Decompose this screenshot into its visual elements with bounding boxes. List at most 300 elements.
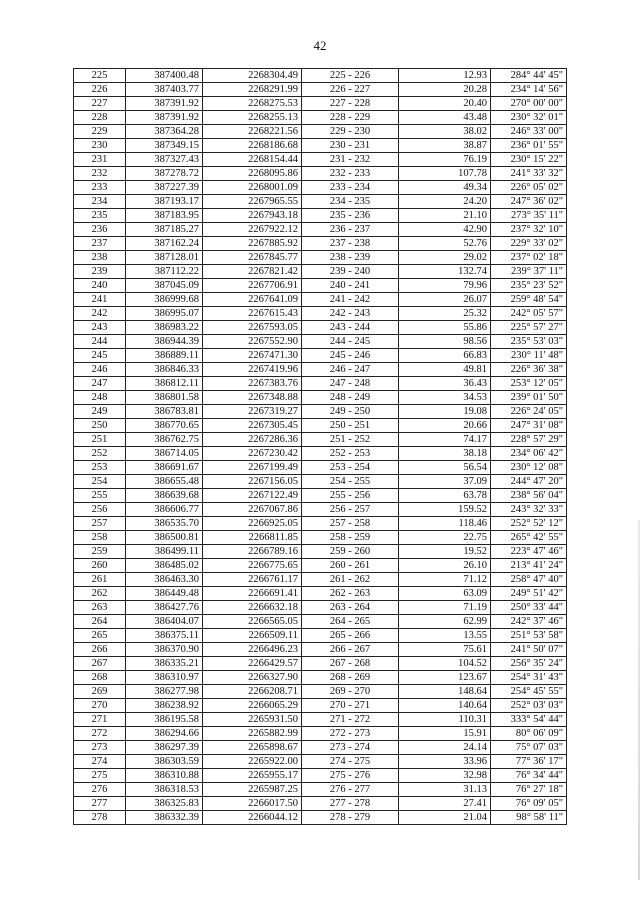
distance-cell: 104.52 [399,657,491,671]
x-coordinate-cell: 387183.95 [126,209,203,223]
segment-cell: 257 - 258 [302,517,399,531]
bearing-cell: 265° 42' 55" [491,531,567,545]
table-row [74,69,567,83]
bearing-cell: 230° 32' 01" [491,111,567,125]
x-coordinate-cell: 386310.97 [126,671,203,685]
y-coordinate-cell: 2267067.86 [203,503,302,517]
distance-cell: 36.43 [399,377,491,391]
x-coordinate-cell: 386606.77 [126,503,203,517]
x-coordinate-cell: 386801.58 [126,391,203,405]
bearing-cell: 252° 03' 03" [491,699,567,713]
y-coordinate-cell: 2267286.36 [203,433,302,447]
point-number-cell: 254 [74,475,126,489]
segment-cell: 273 - 274 [302,741,399,755]
x-coordinate-cell: 387349.15 [126,139,203,153]
distance-cell: 118.46 [399,517,491,531]
y-coordinate-cell: 2267156.05 [203,475,302,489]
point-number-cell: 275 [74,769,126,783]
x-coordinate-cell: 386404.07 [126,615,203,629]
y-coordinate-cell: 2267383.76 [203,377,302,391]
table-row [74,755,567,769]
distance-cell: 63.78 [399,489,491,503]
y-coordinate-cell: 2265931.50 [203,713,302,727]
x-coordinate-cell: 386499.11 [126,545,203,559]
point-number-cell: 253 [74,461,126,475]
point-number-cell: 271 [74,713,126,727]
bearing-cell: 226° 36' 38" [491,363,567,377]
segment-cell: 259 - 260 [302,545,399,559]
bearing-cell: 253° 12' 05" [491,377,567,391]
x-coordinate-cell: 386294.66 [126,727,203,741]
point-number-cell: 228 [74,111,126,125]
y-coordinate-cell: 2265922.00 [203,755,302,769]
point-number-cell: 241 [74,293,126,307]
x-coordinate-cell: 386463.30 [126,573,203,587]
y-coordinate-cell: 2266811.85 [203,531,302,545]
distance-cell: 66.83 [399,349,491,363]
y-coordinate-cell: 2267885.92 [203,237,302,251]
distance-cell: 38.18 [399,447,491,461]
y-coordinate-cell: 2266044.12 [203,811,302,825]
distance-cell: 31.13 [399,783,491,797]
table-row [74,587,567,601]
distance-cell: 159.52 [399,503,491,517]
table-row [74,517,567,531]
distance-cell: 19.08 [399,405,491,419]
table-row [74,111,567,125]
segment-cell: 250 - 251 [302,419,399,433]
distance-cell: 71.12 [399,573,491,587]
segment-cell: 237 - 238 [302,237,399,251]
segment-cell: 277 - 278 [302,797,399,811]
segment-cell: 227 - 228 [302,97,399,111]
bearing-cell: 98° 58' 11" [491,811,567,825]
point-number-cell: 247 [74,377,126,391]
distance-cell: 43.48 [399,111,491,125]
x-coordinate-cell: 386238.92 [126,699,203,713]
table-row [74,699,567,713]
bearing-cell: 242° 05' 57" [491,307,567,321]
distance-cell: 38.02 [399,125,491,139]
point-number-cell: 269 [74,685,126,699]
segment-cell: 272 - 273 [302,727,399,741]
point-number-cell: 277 [74,797,126,811]
segment-cell: 260 - 261 [302,559,399,573]
table-row [74,811,567,825]
bearing-cell: 250° 33' 44" [491,601,567,615]
table-row [74,629,567,643]
point-number-cell: 273 [74,741,126,755]
point-number-cell: 243 [74,321,126,335]
point-number-cell: 274 [74,755,126,769]
distance-cell: 132.74 [399,265,491,279]
y-coordinate-cell: 2267319.27 [203,405,302,419]
table-row [74,153,567,167]
distance-cell: 49.34 [399,181,491,195]
x-coordinate-cell: 386485.02 [126,559,203,573]
y-coordinate-cell: 2267615.43 [203,307,302,321]
bearing-cell: 226° 24' 05" [491,405,567,419]
segment-cell: 247 - 248 [302,377,399,391]
table-row [74,391,567,405]
segment-cell: 263 - 264 [302,601,399,615]
bearing-cell: 333° 54' 44" [491,713,567,727]
bearing-cell: 75° 07' 03" [491,741,567,755]
y-coordinate-cell: 2267641.09 [203,293,302,307]
x-coordinate-cell: 386297.39 [126,741,203,755]
point-number-cell: 266 [74,643,126,657]
table-row [74,181,567,195]
x-coordinate-cell: 387364.28 [126,125,203,139]
x-coordinate-cell: 386325.83 [126,797,203,811]
distance-cell: 148.64 [399,685,491,699]
table-row [74,531,567,545]
distance-cell: 12.93 [399,69,491,83]
bearing-cell: 254° 31' 43" [491,671,567,685]
point-number-cell: 225 [74,69,126,83]
distance-cell: 29.02 [399,251,491,265]
point-number-cell: 235 [74,209,126,223]
y-coordinate-cell: 2266017.50 [203,797,302,811]
y-coordinate-cell: 2267845.77 [203,251,302,265]
distance-cell: 74.17 [399,433,491,447]
segment-cell: 252 - 253 [302,447,399,461]
y-coordinate-cell: 2266327.90 [203,671,302,685]
table-row [74,167,567,181]
distance-cell: 98.56 [399,335,491,349]
segment-cell: 243 - 244 [302,321,399,335]
x-coordinate-cell: 386335.21 [126,657,203,671]
segment-cell: 235 - 236 [302,209,399,223]
point-number-cell: 232 [74,167,126,181]
point-number-cell: 267 [74,657,126,671]
segment-cell: 267 - 268 [302,657,399,671]
point-number-cell: 240 [74,279,126,293]
y-coordinate-cell: 2268001.09 [203,181,302,195]
y-coordinate-cell: 2267419.96 [203,363,302,377]
bearing-cell: 247° 36' 02" [491,195,567,209]
distance-cell: 55.86 [399,321,491,335]
table-row [74,419,567,433]
point-number-cell: 270 [74,699,126,713]
bearing-cell: 241° 50' 07" [491,643,567,657]
y-coordinate-cell: 2266509.11 [203,629,302,643]
bearing-cell: 226° 05' 02" [491,181,567,195]
y-coordinate-cell: 2267348.88 [203,391,302,405]
table-row [74,223,567,237]
x-coordinate-cell: 386310.88 [126,769,203,783]
x-coordinate-cell: 386195.58 [126,713,203,727]
x-coordinate-cell: 386332.39 [126,811,203,825]
point-number-cell: 229 [74,125,126,139]
distance-cell: 63.09 [399,587,491,601]
table-row [74,251,567,265]
bearing-cell: 230° 12' 08" [491,461,567,475]
segment-cell: 244 - 245 [302,335,399,349]
y-coordinate-cell: 2266925.05 [203,517,302,531]
x-coordinate-cell: 387278.72 [126,167,203,181]
segment-cell: 241 - 242 [302,293,399,307]
point-number-cell: 244 [74,335,126,349]
distance-cell: 24.20 [399,195,491,209]
bearing-cell: 270° 00' 00" [491,97,567,111]
distance-cell: 79.96 [399,279,491,293]
distance-cell: 20.28 [399,83,491,97]
table-row [74,447,567,461]
x-coordinate-cell: 386449.48 [126,587,203,601]
table-row [74,461,567,475]
y-coordinate-cell: 2267552.90 [203,335,302,349]
point-number-cell: 245 [74,349,126,363]
y-coordinate-cell: 2267965.55 [203,195,302,209]
point-number-cell: 248 [74,391,126,405]
table-row [74,475,567,489]
x-coordinate-cell: 386889.11 [126,349,203,363]
distance-cell: 25.32 [399,307,491,321]
segment-cell: 264 - 265 [302,615,399,629]
distance-cell: 49.81 [399,363,491,377]
y-coordinate-cell: 2266761.17 [203,573,302,587]
distance-cell: 20.66 [399,419,491,433]
x-coordinate-cell: 387403.77 [126,83,203,97]
bearing-cell: 213° 41' 24" [491,559,567,573]
x-coordinate-cell: 387162.24 [126,237,203,251]
segment-cell: 253 - 254 [302,461,399,475]
table-row [74,671,567,685]
y-coordinate-cell: 2267122.49 [203,489,302,503]
page-number: 42 [313,38,327,53]
point-number-cell: 276 [74,783,126,797]
bearing-cell: 242° 37' 46" [491,615,567,629]
point-number-cell: 242 [74,307,126,321]
point-number-cell: 230 [74,139,126,153]
bearing-cell: 256° 35' 24" [491,657,567,671]
x-coordinate-cell: 387327.43 [126,153,203,167]
point-number-cell: 255 [74,489,126,503]
bearing-cell: 228° 57' 29" [491,433,567,447]
y-coordinate-cell: 2268221.56 [203,125,302,139]
segment-cell: 229 - 230 [302,125,399,139]
bearing-cell: 237° 02' 18" [491,251,567,265]
table-row [74,615,567,629]
distance-cell: 140.64 [399,699,491,713]
point-number-cell: 251 [74,433,126,447]
x-coordinate-cell: 386370.90 [126,643,203,657]
table-row [74,279,567,293]
distance-cell: 27.41 [399,797,491,811]
y-coordinate-cell: 2267471.30 [203,349,302,363]
bearing-cell: 76° 27' 18" [491,783,567,797]
segment-cell: 256 - 257 [302,503,399,517]
point-number-cell: 257 [74,517,126,531]
y-coordinate-cell: 2266775.65 [203,559,302,573]
point-number-cell: 233 [74,181,126,195]
bearing-cell: 234° 14' 56" [491,83,567,97]
point-number-cell: 227 [74,97,126,111]
segment-cell: 230 - 231 [302,139,399,153]
x-coordinate-cell: 386691.67 [126,461,203,475]
y-coordinate-cell: 2268255.13 [203,111,302,125]
table-row [74,545,567,559]
table-row [74,377,567,391]
point-number-cell: 234 [74,195,126,209]
bearing-cell: 241° 33' 32" [491,167,567,181]
coordinates-table [73,68,567,825]
y-coordinate-cell: 2268304.49 [203,69,302,83]
segment-cell: 232 - 233 [302,167,399,181]
segment-cell: 249 - 250 [302,405,399,419]
segment-cell: 246 - 247 [302,363,399,377]
table-row [74,657,567,671]
y-coordinate-cell: 2268154.44 [203,153,302,167]
y-coordinate-cell: 2267199.49 [203,461,302,475]
bearing-cell: 229° 33' 02" [491,237,567,251]
x-coordinate-cell: 386812.11 [126,377,203,391]
bearing-cell: 259° 48' 54" [491,293,567,307]
distance-cell: 62.99 [399,615,491,629]
x-coordinate-cell: 386846.33 [126,363,203,377]
y-coordinate-cell: 2266632.18 [203,601,302,615]
segment-cell: 255 - 256 [302,489,399,503]
segment-cell: 265 - 266 [302,629,399,643]
distance-cell: 76.19 [399,153,491,167]
x-coordinate-cell: 386714.05 [126,447,203,461]
x-coordinate-cell: 386318.53 [126,783,203,797]
table-row [74,489,567,503]
table-row [74,713,567,727]
y-coordinate-cell: 2265955.17 [203,769,302,783]
table-row [74,335,567,349]
bearing-cell: 247° 31' 08" [491,419,567,433]
distance-cell: 33.96 [399,755,491,769]
segment-cell: 242 - 243 [302,307,399,321]
point-number-cell: 264 [74,615,126,629]
segment-cell: 251 - 252 [302,433,399,447]
point-number-cell: 259 [74,545,126,559]
y-coordinate-cell: 2267943.18 [203,209,302,223]
bearing-cell: 76° 34' 44" [491,769,567,783]
x-coordinate-cell: 386655.48 [126,475,203,489]
segment-cell: 275 - 276 [302,769,399,783]
table-row [74,363,567,377]
x-coordinate-cell: 387227.39 [126,181,203,195]
point-number-cell: 268 [74,671,126,685]
distance-cell: 110.31 [399,713,491,727]
bearing-cell: 238° 56' 04" [491,489,567,503]
point-number-cell: 263 [74,601,126,615]
table-row [74,139,567,153]
point-number-cell: 260 [74,559,126,573]
table-row [74,685,567,699]
table-row [74,797,567,811]
table-row [74,97,567,111]
point-number-cell: 231 [74,153,126,167]
y-coordinate-cell: 2268186.68 [203,139,302,153]
y-coordinate-cell: 2267230.42 [203,447,302,461]
x-coordinate-cell: 387391.92 [126,111,203,125]
point-number-cell: 278 [74,811,126,825]
point-number-cell: 236 [74,223,126,237]
segment-cell: 248 - 249 [302,391,399,405]
x-coordinate-cell: 386995.07 [126,307,203,321]
bearing-cell: 258° 47' 40" [491,573,567,587]
x-coordinate-cell: 386999.68 [126,293,203,307]
point-number-cell: 237 [74,237,126,251]
point-number-cell: 238 [74,251,126,265]
distance-cell: 15.91 [399,727,491,741]
table-row [74,125,567,139]
segment-cell: 226 - 227 [302,83,399,97]
x-coordinate-cell: 387045.09 [126,279,203,293]
segment-cell: 239 - 240 [302,265,399,279]
segment-cell: 261 - 262 [302,573,399,587]
table-row [74,209,567,223]
distance-cell: 34.53 [399,391,491,405]
distance-cell: 123.67 [399,671,491,685]
point-number-cell: 262 [74,587,126,601]
y-coordinate-cell: 2265882.99 [203,727,302,741]
bearing-cell: 77° 36' 17" [491,755,567,769]
y-coordinate-cell: 2265987.25 [203,783,302,797]
table-row [74,405,567,419]
x-coordinate-cell: 387185.27 [126,223,203,237]
x-coordinate-cell: 387128.01 [126,251,203,265]
x-coordinate-cell: 386535.70 [126,517,203,531]
y-coordinate-cell: 2267706.91 [203,279,302,293]
table-row [74,195,567,209]
bearing-cell: 234° 06' 42" [491,447,567,461]
y-coordinate-cell: 2268275.53 [203,97,302,111]
segment-cell: 240 - 241 [302,279,399,293]
x-coordinate-cell: 386762.75 [126,433,203,447]
y-coordinate-cell: 2266496.23 [203,643,302,657]
bearing-cell: 237° 32' 10" [491,223,567,237]
point-number-cell: 256 [74,503,126,517]
segment-cell: 270 - 271 [302,699,399,713]
segment-cell: 231 - 232 [302,153,399,167]
segment-cell: 225 - 226 [302,69,399,83]
point-number-cell: 272 [74,727,126,741]
x-coordinate-cell: 386770.65 [126,419,203,433]
bearing-cell: 246° 33' 00" [491,125,567,139]
table-row [74,783,567,797]
bearing-cell: 230° 11' 48" [491,349,567,363]
point-number-cell: 226 [74,83,126,97]
segment-cell: 234 - 235 [302,195,399,209]
y-coordinate-cell: 2267305.45 [203,419,302,433]
table-row [74,293,567,307]
y-coordinate-cell: 2267593.05 [203,321,302,335]
table-row [74,321,567,335]
table-row [74,265,567,279]
x-coordinate-cell: 386375.11 [126,629,203,643]
bearing-cell: 80° 06' 09" [491,727,567,741]
distance-cell: 32.98 [399,769,491,783]
y-coordinate-cell: 2268291.99 [203,83,302,97]
table-row [74,349,567,363]
x-coordinate-cell: 387391.92 [126,97,203,111]
y-coordinate-cell: 2266789.16 [203,545,302,559]
segment-cell: 266 - 267 [302,643,399,657]
distance-cell: 19.52 [399,545,491,559]
x-coordinate-cell: 387400.48 [126,69,203,83]
bearing-cell: 225° 57' 27" [491,321,567,335]
bearing-cell: 236° 01' 55" [491,139,567,153]
y-coordinate-cell: 2267821.42 [203,265,302,279]
table-row [74,237,567,251]
point-number-cell: 261 [74,573,126,587]
point-number-cell: 239 [74,265,126,279]
